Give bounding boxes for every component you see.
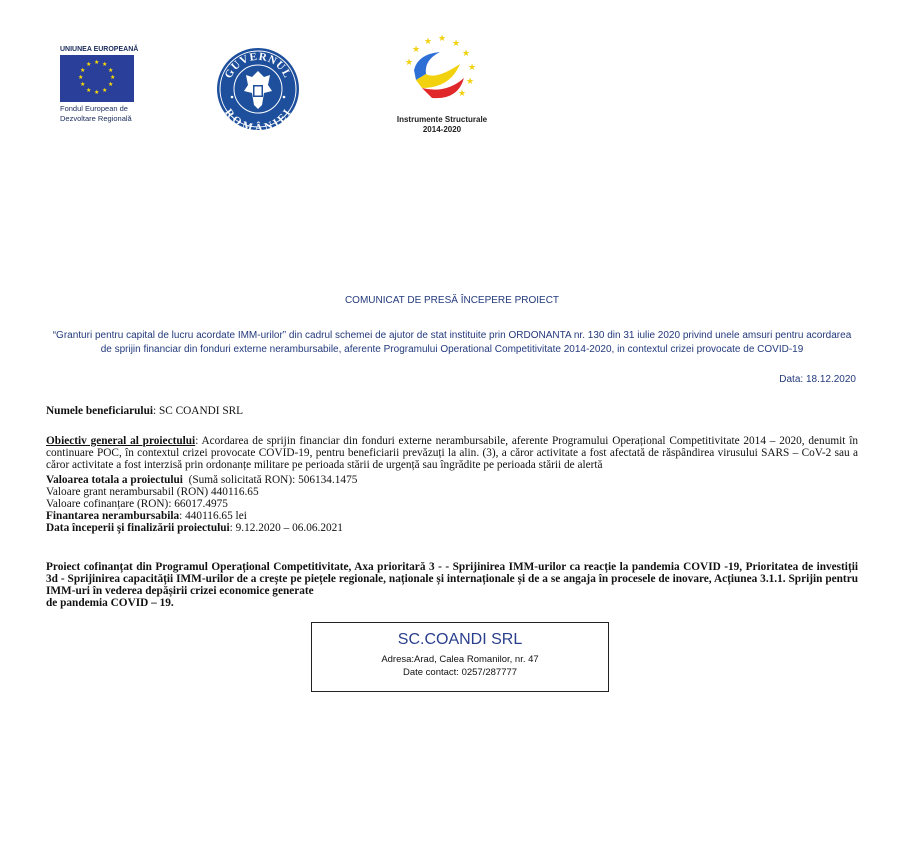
contact-company-name: SC.COANDI SRL <box>397 631 523 648</box>
eu-logo-caption-line2: Dezvoltare Regională <box>60 114 132 123</box>
seal-text-bottom: ROMÂNIEI <box>222 106 294 131</box>
funding-value: : 440116.65 lei <box>179 510 247 522</box>
svg-text:★: ★ <box>468 63 477 73</box>
period-label: Data începerii şi finalizării proiectului <box>46 522 230 534</box>
cofinancing-statement <box>46 561 858 609</box>
contact-address: Adresa:Arad, Calea Romanilor, nr. 47 <box>381 654 539 665</box>
period-value: : 9.12.2020 – 06.06.2021 <box>229 522 343 534</box>
objective-value: : Acordarea de sprijin financiar din fonduri externe nerambursabile, aferente Programului Operațional Competitivitate 2014 – 2020, denumit în continuare POC, în contextul crizei provocate COVID-19, pentru beneficiarii prevăzuți la alin. (3), a căror activitate a fost afectată de răspândirea virusului SARS – CoV-2 sau a căror activitate a fost interzisă prin ordonanțe militare pe perioada stării de urgență sau îngrădite pe perioada stării de alertă <box>46 435 858 471</box>
total-value-amount: (Sumă solicitată RON): 506134.1475 <box>182 474 358 486</box>
funding-line <box>46 510 858 522</box>
svg-text:★: ★ <box>462 49 471 59</box>
grant-value-line: Valoare grant nerambursabil (RON) 440116.65 <box>46 486 259 498</box>
svg-text:★: ★ <box>412 45 421 55</box>
seal-text-top: GUVERNUL <box>222 50 294 81</box>
press-release-date: Data: 18.12.2020 <box>779 374 856 385</box>
eu-logo-caption-line1: Fondul European de <box>60 104 128 113</box>
structural-instruments-caption-line1: Instrumente Structurale <box>396 115 488 124</box>
objective-paragraph <box>46 435 858 471</box>
press-release-intro: “Granturi pentru capital de lucru acordate IMM-urilor” din cadrul schemei de ajutor de stat instituite prin ORDONANTA nr. 130 din 31 iulie 2020 privind unele amsuri pentru acordarea de sprijin financiar din fonduri externe nerambursabile, aferente Programului Operational Competitivitate 2014-2020, in contextul crizei provocate de COVID-19 <box>52 330 852 355</box>
total-value-label: Valoarea totala a proiectului <box>46 474 183 486</box>
government-seal-icon <box>216 47 300 131</box>
svg-text:★: ★ <box>424 37 433 47</box>
period-line <box>46 522 858 534</box>
svg-text:★: ★ <box>452 39 461 49</box>
government-seal-logo <box>216 47 300 131</box>
svg-text:★: ★ <box>438 34 447 44</box>
eu-logo <box>60 46 140 124</box>
eu-flag-icon: ★ ★ ★ ★ ★ ★ ★ ★ ★ ★ ★ ★ <box>60 55 134 102</box>
beneficiary-value: : SC COANDI SRL <box>153 405 244 417</box>
contact-phone: Date contact: 0257/287777 <box>402 667 518 678</box>
structural-instruments-caption-line2: 2014-2020 <box>422 125 462 134</box>
beneficiary-line <box>46 405 858 417</box>
beneficiary-label: Numele beneficiarului <box>46 405 153 417</box>
svg-text:★: ★ <box>458 89 467 99</box>
cofinancing-value-line: Valoare cofinanțare (RON): 66017.4975 <box>46 498 228 510</box>
funding-label: Finantarea nerambursabila <box>46 510 180 522</box>
objective-label: Obiectiv general al proiectului <box>46 435 196 447</box>
svg-text:★: ★ <box>405 58 414 68</box>
cofinancing-statement-main: Proiect cofinanțat din Programul Operațional Competitivitate, Axa prioritară 3 - - Sprijinirea IMM-urilor ca reacție la pandemia COVID -19, Prioritatea de investiții 3d - Sprijinirea capacității IMM-urilor de a crește pe piețele regionale, naționale și internaționale și de a se angaja în procesele de inovare, Acțiunea 3.1.1. Sprijin pentru IMM-uri în vederea depășirii crizei economice generate <box>46 561 858 597</box>
eu-logo-caption-top: UNIUNEA EUROPEANĂ <box>60 46 139 53</box>
cofinancing-statement-end: de pandemia COVID – 19. <box>46 597 174 609</box>
total-value-line <box>46 474 858 486</box>
contact-box <box>311 622 609 692</box>
structural-instruments-icon <box>388 34 496 110</box>
svg-text:★: ★ <box>466 77 475 87</box>
project-values <box>46 474 858 534</box>
press-release-title: COMUNICAT DE PRESĂ ÎNCEPERE PROIECT <box>344 295 560 306</box>
structural-instruments-logo <box>388 34 496 135</box>
